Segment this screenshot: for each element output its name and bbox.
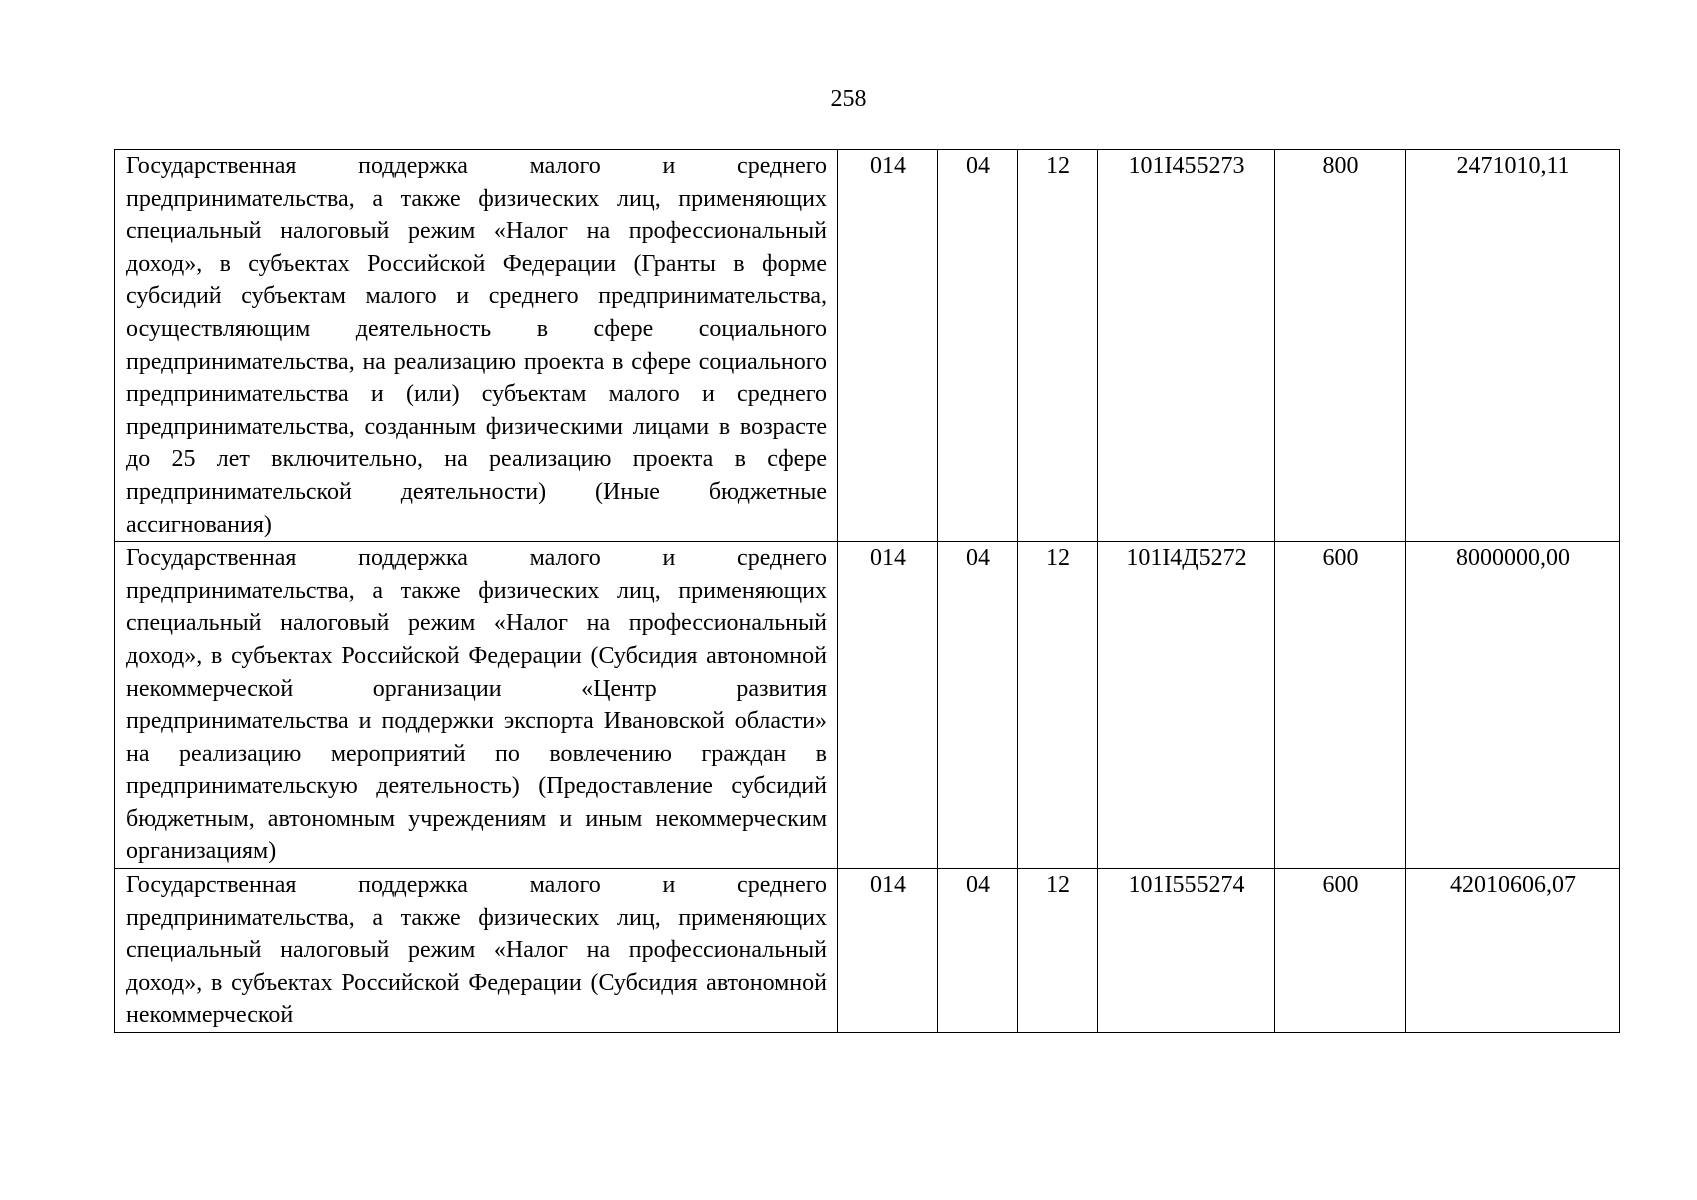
subsection-code: 12: [1018, 150, 1098, 542]
table-row: [115, 869, 1620, 1033]
subsection-code: 12: [1018, 869, 1098, 1033]
budget-table: [114, 149, 1620, 1033]
table-row: [115, 150, 1620, 542]
ministry-code: 014: [838, 869, 938, 1033]
section-code: 04: [938, 542, 1018, 869]
target-article-code: 101I455273: [1098, 150, 1275, 542]
subsection-code: 12: [1018, 542, 1098, 869]
amount: 8000000,00: [1406, 542, 1620, 869]
amount: 2471010,11: [1406, 150, 1620, 542]
row-description: Государственная поддержка малого и среднего предпринимательства, а также физических лиц, применяющих специальный налоговый режим «Налог на профессиональный доход», в субъектах Российской Федерации (Гранты в форме субсидий субъектам малого и среднего предпринимательства, осуществляющим деятельность в сфере социального предпринимательства, на реализацию проекта в сфере социального предпринимательства и (или) субъектам малого и среднего предпринимательства, созданным физическими лицами в возрасте до 25 лет включительно, на реализацию проекта в сфере предпринимательской деятельности) (Иные бюджетные ассигнования): [115, 150, 838, 542]
table-row: [115, 542, 1620, 869]
section-code: 04: [938, 869, 1018, 1033]
ministry-code: 014: [838, 542, 938, 869]
section-code: 04: [938, 150, 1018, 542]
expense-type-code: 600: [1275, 869, 1406, 1033]
target-article-code: 101I4Д5272: [1098, 542, 1275, 869]
target-article-code: 101I555274: [1098, 869, 1275, 1033]
row-description: Государственная поддержка малого и среднего предпринимательства, а также физических лиц, применяющих специальный налоговый режим «Налог на профессиональный доход», в субъектах Российской Федерации (Субсидия автономной некоммерческой организации «Центр развития предпринимательства и поддержки экспорта Ивановской области» на реализацию мероприятий по вовлечению граждан в предпринимательскую деятельность) (Предоставление субсидий бюджетным, автономным учреждениям и иным некоммерческим организациям): [115, 542, 838, 869]
amount: 42010606,07: [1406, 869, 1620, 1033]
page-number: 258: [830, 86, 867, 112]
expense-type-code: 800: [1275, 150, 1406, 542]
ministry-code: 014: [838, 150, 938, 542]
expense-type-code: 600: [1275, 542, 1406, 869]
row-description: Государственная поддержка малого и среднего предпринимательства, а также физических лиц, применяющих специальный налоговый режим «Налог на профессиональный доход», в субъектах Российской Федерации (Субсидия автономной некоммерческой: [115, 869, 838, 1033]
